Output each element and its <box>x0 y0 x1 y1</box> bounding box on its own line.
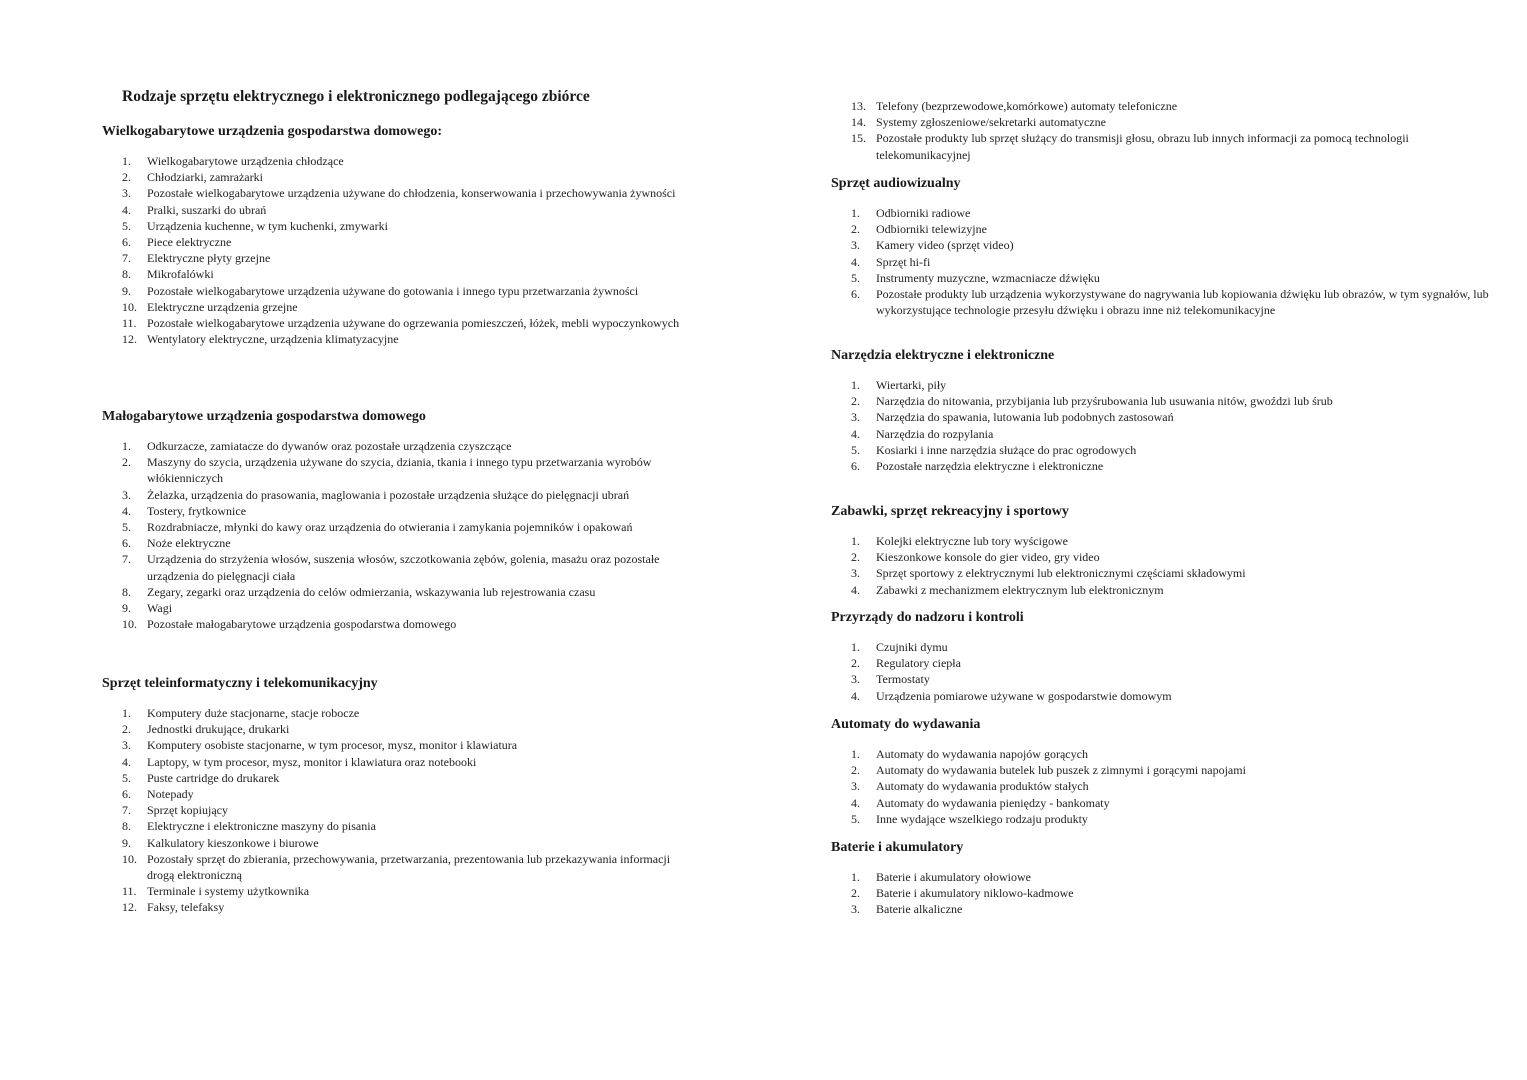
item-text: Mikrofalówki <box>147 267 214 282</box>
item-list <box>831 98 1491 163</box>
list-item <box>831 426 1491 442</box>
item-number: 4. <box>122 503 131 518</box>
item-number: 7. <box>122 251 131 266</box>
item-text: Odbiorniki radiowe <box>876 206 971 220</box>
list-item <box>102 185 682 201</box>
list-item <box>831 549 1491 565</box>
list-item <box>102 705 682 721</box>
list-item <box>831 671 1491 687</box>
list-item <box>831 409 1491 425</box>
item-text: Żelazka, urządzenia do prasowania, maglowania i pozostałe urządzenia służące do pielęgnacji ubrań <box>147 487 630 502</box>
item-text: Sprzęt kopiujący <box>147 803 228 818</box>
item-number: 3. <box>851 566 860 581</box>
item-number: 14. <box>851 115 866 130</box>
item-text: Pozostałe narzędzia elektryczne i elektroniczne <box>876 459 1104 474</box>
list-item <box>102 851 682 883</box>
item-number: 2. <box>851 763 860 778</box>
item-text: Wiertarki, piły <box>876 378 947 392</box>
list-item <box>102 266 682 282</box>
list-item <box>831 901 1491 917</box>
item-text: Urządzenia pomiarowe używane w gospodarstwie domowym <box>876 688 1172 703</box>
list-item <box>102 786 682 802</box>
list-item <box>102 234 682 250</box>
item-text: Telefony (bezprzewodowe,komórkowe) automaty telefoniczne <box>876 99 1178 113</box>
item-number: 3. <box>122 487 131 502</box>
list-item <box>102 169 682 185</box>
list-item <box>831 811 1491 827</box>
item-number: 2. <box>122 170 131 185</box>
list-item <box>831 688 1491 704</box>
item-text: Automaty do wydawania butelek lub puszek z zimnymi i gorącymi napojami <box>876 763 1246 778</box>
item-text: Elektryczne i elektroniczne maszyny do pisania <box>147 819 376 834</box>
item-number: 6. <box>122 787 131 802</box>
item-text: Systemy zgłoszeniowe/sekretarki automatyczne <box>876 115 1106 130</box>
item-number: 10. <box>122 851 137 866</box>
item-number: 3. <box>851 779 860 794</box>
item-text: Pozostałe małogabarytowe urządzenia gospodarstwa domowego <box>147 617 457 632</box>
list-item <box>831 533 1491 549</box>
item-number: 7. <box>122 552 131 567</box>
item-number: 9. <box>122 835 131 850</box>
item-text: Komputery osobiste stacjonarne, w tym procesor, mysz, monitor i klawiatura <box>147 738 518 753</box>
item-text: Automaty do wydawania pieniędzy - bankomaty <box>876 795 1110 810</box>
list-item <box>102 503 682 519</box>
item-text: Terminale i systemy użytkownika <box>147 884 310 899</box>
item-list <box>102 705 682 916</box>
list-item <box>102 438 682 454</box>
item-text: Tostery, frytkownice <box>147 503 247 518</box>
item-number: 8. <box>122 267 131 282</box>
item-number: 2. <box>851 656 860 671</box>
item-text: Wagi <box>147 601 173 616</box>
list-item <box>831 778 1491 794</box>
list-item <box>831 237 1491 253</box>
item-text: Faksy, telefaksy <box>147 900 225 915</box>
item-text: Chłodziarki, zamrażarki <box>147 170 263 185</box>
item-text: Laptopy, w tym procesor, mysz, monitor i klawiatura oraz notebooki <box>147 754 477 769</box>
item-text: Zabawki z mechanizmem elektrycznym lub elektronicznym <box>876 582 1164 597</box>
item-text: Sprzęt hi-fi <box>876 254 931 269</box>
item-number: 2. <box>851 222 860 237</box>
item-number: 2. <box>851 550 860 565</box>
list-item <box>831 582 1491 598</box>
item-text: Wentylatory elektryczne, urządzenia klimatyzacyjne <box>147 332 399 347</box>
item-text: Notepady <box>147 787 194 802</box>
item-number: 5. <box>851 442 860 457</box>
item-number: 11. <box>122 884 137 899</box>
item-list <box>831 639 1491 704</box>
list-item <box>102 202 682 218</box>
item-number: 1. <box>122 154 131 168</box>
list-item <box>831 393 1491 409</box>
item-text: Narzędzia do spawania, lutowania lub podobnych zastosowań <box>876 410 1174 425</box>
item-text: Odbiorniki telewizyjne <box>876 222 987 237</box>
item-number: 3. <box>122 186 131 201</box>
item-number: 5. <box>122 520 131 535</box>
section-heading: Baterie i akumulatory <box>831 840 964 855</box>
item-text: Automaty do wydawania produktów stałych <box>876 779 1089 794</box>
section-heading: Automaty do wydawania <box>831 717 981 732</box>
item-text: Regulatory ciepła <box>876 656 961 671</box>
document-title: Rodzaje sprzętu elektrycznego i elektronicznego podlegającego zbiórce <box>122 88 590 105</box>
item-text: Kamery video (sprzęt video) <box>876 238 1014 253</box>
item-number: 2. <box>122 455 131 470</box>
list-item <box>102 299 682 315</box>
list-item <box>831 270 1491 286</box>
item-text: Puste cartridge do drukarek <box>147 770 280 785</box>
section-monitoring <box>831 609 1491 704</box>
item-number: 6. <box>851 287 860 302</box>
list-item <box>831 286 1491 318</box>
item-number: 3. <box>122 738 131 753</box>
item-number: 4. <box>122 754 131 769</box>
list-item <box>102 600 682 616</box>
list-item <box>102 802 682 818</box>
section-heading: Sprzęt audiowizualny <box>831 176 961 191</box>
item-number: 4. <box>851 254 860 269</box>
item-number: 8. <box>122 584 131 599</box>
section-batteries <box>831 839 1491 918</box>
item-number: 4. <box>851 582 860 597</box>
item-list <box>831 205 1491 318</box>
item-number: 7. <box>122 803 131 818</box>
item-text: Baterie i akumulatory ołowiowe <box>876 870 1031 884</box>
item-number: 5. <box>851 811 860 826</box>
item-number: 4. <box>851 688 860 703</box>
item-number: 15. <box>851 131 866 146</box>
item-text: Jednostki drukujące, drukarki <box>147 722 290 737</box>
item-text: Pozostałe produkty lub sprzęt służący do transmisji głosu, obrazu lub innych informacji za pomocą technologii telekomunikacyjnej <box>876 131 1409 162</box>
item-text: Narzędzia do nitowania, przybijania lub przyśrubowania lub usuwania nitów, gwoździ lub śrub <box>876 394 1333 409</box>
item-number: 1. <box>851 640 860 654</box>
list-item <box>102 535 682 551</box>
item-list <box>102 153 682 347</box>
item-text: Noże elektryczne <box>147 536 231 551</box>
section-small-household <box>102 408 682 632</box>
item-text: Termostaty <box>876 672 930 687</box>
list-item <box>831 114 1491 130</box>
item-number: 4. <box>851 795 860 810</box>
item-number: 9. <box>122 283 131 298</box>
item-number: 4. <box>851 426 860 441</box>
section-heading: Sprzęt teleinformatyczny i telekomunikacyjny <box>102 676 378 691</box>
item-text: Urządzenia kuchenne, w tym kuchenki, zmywarki <box>147 218 388 233</box>
list-item <box>831 655 1491 671</box>
item-text: Pozostałe wielkogabarytowe urządzenia używane do ogrzewania pomieszczeń, łóżek, mebli wypoczynkowych <box>147 316 680 331</box>
item-number: 1. <box>851 747 860 761</box>
item-text: Elektryczne urządzenia grzejne <box>147 299 298 314</box>
item-text: Inne wydające wszelkiego rodzaju produkty <box>876 811 1088 826</box>
item-number: 2. <box>851 886 860 901</box>
item-text: Zegary, zegarki oraz urządzenia do celów odmierzania, wskazywania lub rejestrowania czasu <box>147 584 596 599</box>
list-item <box>102 818 682 834</box>
item-text: Pozostałe wielkogabarytowe urządzenia używane do chłodzenia, konserwowania i przechowywania żywności <box>147 186 676 201</box>
list-item <box>102 551 682 583</box>
item-number: 12. <box>122 332 137 347</box>
list-item <box>102 487 682 503</box>
item-number: 3. <box>851 410 860 425</box>
section-toys <box>831 503 1491 598</box>
item-text: Instrumenty muzyczne, wzmacniacze dźwięku <box>876 270 1100 285</box>
list-item <box>831 869 1491 885</box>
item-number: 12. <box>122 900 137 915</box>
list-item <box>102 153 682 169</box>
item-list <box>831 746 1491 827</box>
item-number: 11. <box>122 316 137 331</box>
list-item <box>831 221 1491 237</box>
section-it-telecom <box>102 675 682 916</box>
item-number: 1. <box>851 870 860 884</box>
item-number: 8. <box>122 819 131 834</box>
item-text: Kalkulatory kieszonkowe i biurowe <box>147 835 319 850</box>
list-item <box>102 835 682 851</box>
item-text: Sprzęt sportowy z elektrycznymi lub elektronicznymi częściami składowymi <box>876 566 1246 581</box>
list-item <box>102 770 682 786</box>
item-text: Pozostały sprzęt do zbierania, przechowywania, przetwarzania, prezentowania lub przekazywania informacji drogą elektroniczną <box>147 851 671 883</box>
list-item <box>102 754 682 770</box>
item-list <box>831 869 1491 918</box>
item-number: 4. <box>122 202 131 217</box>
item-text: Pralki, suszarki do ubrań <box>147 202 267 217</box>
item-text: Kieszonkowe konsole do gier video, gry video <box>876 550 1100 565</box>
section-audiovisual <box>831 175 1491 318</box>
section-heading: Narzędzia elektryczne i elektroniczne <box>831 348 1055 363</box>
item-text: Komputery duże stacjonarne, stacje robocze <box>147 706 360 720</box>
item-text: Piece elektryczne <box>147 235 232 250</box>
list-item <box>831 130 1491 162</box>
item-text: Baterie i akumulatory niklowo-kadmowe <box>876 886 1074 901</box>
item-text: Rozdrabniacze, młynki do kawy oraz urządzenia do otwierania i zamykania pojemników i opakowań <box>147 520 633 535</box>
list-item <box>831 205 1491 221</box>
item-text: Urządzenia do strzyżenia włosów, suszenia włosów, szczotkowania zębów, golenia, masażu oraz pozostałe urządzenia do pielęgnacji ciała <box>147 552 660 583</box>
item-number: 1. <box>851 378 860 392</box>
item-text: Automaty do wydawania napojów gorących <box>876 747 1088 761</box>
item-number: 1. <box>122 706 131 720</box>
list-item <box>102 454 682 486</box>
item-number: 6. <box>122 235 131 250</box>
list-item <box>831 442 1491 458</box>
item-text: Baterie alkaliczne <box>876 902 963 917</box>
section-heading: Małogabarytowe urządzenia gospodarstwa domowego <box>102 409 426 424</box>
item-number: 2. <box>122 722 131 737</box>
item-number: 6. <box>851 459 860 474</box>
item-number: 5. <box>851 270 860 285</box>
list-item <box>102 584 682 600</box>
item-number: 10. <box>122 299 137 314</box>
item-text: Kolejki elektryczne lub tory wyścigowe <box>876 534 1068 548</box>
item-text: Wielkogabarytowe urządzenia chłodzące <box>147 154 344 168</box>
item-number: 5. <box>122 218 131 233</box>
item-number: 3. <box>851 902 860 917</box>
item-text: Czujniki dymu <box>876 640 948 654</box>
list-item <box>831 762 1491 778</box>
list-item <box>831 795 1491 811</box>
section-heading: Przyrządy do nadzoru i kontroli <box>831 610 1024 625</box>
item-number: 2. <box>851 394 860 409</box>
item-text: Elektryczne płyty grzejne <box>147 251 271 266</box>
list-item <box>102 737 682 753</box>
section-heading: Zabawki, sprzęt rekreacyjny i sportowy <box>831 504 1069 519</box>
list-item <box>831 639 1491 655</box>
list-item <box>831 98 1491 114</box>
item-number: 3. <box>851 672 860 687</box>
list-item <box>102 899 682 915</box>
list-item <box>831 885 1491 901</box>
item-text: Narzędzia do rozpylania <box>876 426 994 441</box>
section-dispensers <box>831 716 1491 827</box>
item-text: Maszyny do szycia, urządzenia używane do szycia, dziania, tkania i innego typu przetwarzania wyrobów włókienniczych <box>147 455 652 486</box>
item-number: 5. <box>122 770 131 785</box>
list-item <box>102 331 682 347</box>
list-item <box>102 616 682 632</box>
list-item <box>831 377 1491 393</box>
section-heading: Wielkogabarytowe urządzenia gospodarstwa domowego: <box>102 124 443 139</box>
list-item <box>831 458 1491 474</box>
item-number: 1. <box>122 439 131 453</box>
item-number: 10. <box>122 617 137 632</box>
list-item <box>102 283 682 299</box>
list-item <box>831 254 1491 270</box>
item-list <box>102 438 682 632</box>
item-text: Kosiarki i inne narzędzia służące do prac ogrodowych <box>876 442 1137 457</box>
item-number: 13. <box>851 99 866 113</box>
item-text: Pozostałe produkty lub urządzenia wykorzystywane do nagrywania lub kopiowania dźwięku lub obrazów, w tym sygnałów, lub wykorzystujące technologie przesyłu dźwięku i obrazu inne niż telekomunikacyjne <box>876 287 1489 318</box>
list-item <box>102 721 682 737</box>
section-large-household <box>102 123 682 347</box>
item-number: 6. <box>122 536 131 551</box>
item-number: 3. <box>851 238 860 253</box>
item-number: 1. <box>851 534 860 548</box>
section-tools <box>831 347 1491 474</box>
section-it-telecom-continued <box>831 98 1491 163</box>
item-text: Pozostałe wielkogabarytowe urządzenia używane do gotowania i innego typu przetwarzania żywności <box>147 283 639 298</box>
list-item <box>831 565 1491 581</box>
item-list <box>831 377 1491 474</box>
item-number: 1. <box>851 206 860 220</box>
list-item <box>102 519 682 535</box>
item-list <box>831 533 1491 598</box>
list-item <box>831 746 1491 762</box>
item-number: 9. <box>122 601 131 616</box>
list-item <box>102 883 682 899</box>
list-item <box>102 250 682 266</box>
item-text: Odkurzacze, zamiatacze do dywanów oraz pozostałe urządzenia czyszczące <box>147 439 512 453</box>
list-item <box>102 315 682 331</box>
list-item <box>102 218 682 234</box>
